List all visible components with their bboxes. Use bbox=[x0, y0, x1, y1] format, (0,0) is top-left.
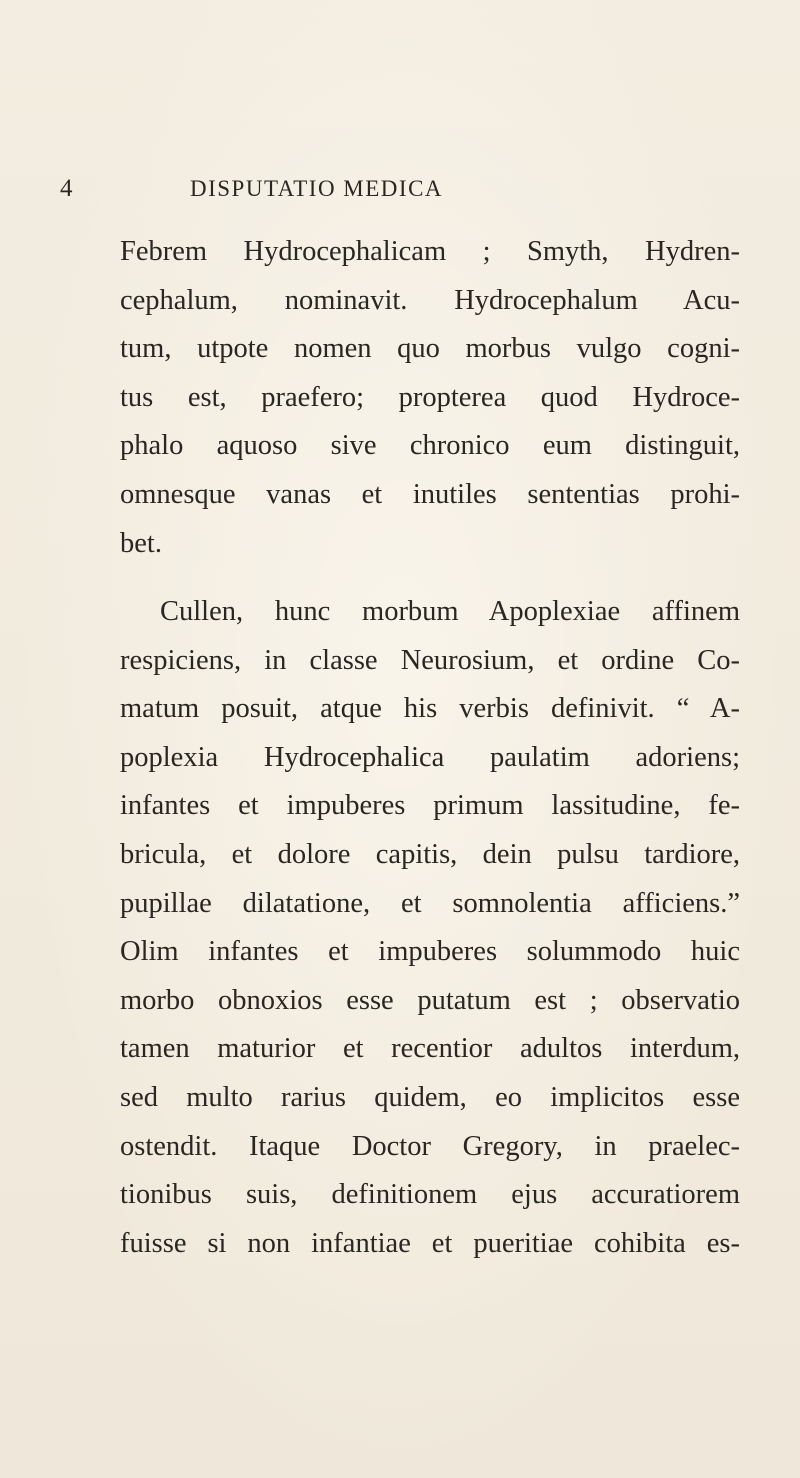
text-line: phalo aquoso sive chronico eum distinguit, bbox=[120, 430, 740, 462]
text-line: omnesque vanas et inutiles sententias prohi- bbox=[120, 478, 740, 510]
text-line: tus est, praefero; propterea quod Hydroce- bbox=[120, 381, 740, 413]
text-line: tionibus suis, definitionem ejus accuratiorem bbox=[120, 1179, 740, 1211]
text-line: morbo obnoxios esse putatum est ; observatio bbox=[120, 984, 740, 1016]
text-line: bet. bbox=[120, 527, 162, 559]
paragraph-2 bbox=[120, 588, 740, 1268]
text-line: bricula, et dolore capitis, dein pulsu tardiore, bbox=[120, 838, 740, 870]
text-line: Febrem Hydrocephalicam ; Smyth, Hydren- bbox=[120, 236, 740, 267]
text-line: matum posuit, atque his verbis definivit. “ A- bbox=[120, 693, 740, 725]
paragraph-1 bbox=[120, 228, 740, 568]
text-line: Cullen, hunc morbum Apoplexiae affinem bbox=[160, 596, 740, 627]
text-line: tamen maturior et recentior adultos interdum, bbox=[120, 1033, 740, 1065]
text-line: fuisse si non infantiae et pueritiae cohibita es- bbox=[120, 1227, 740, 1259]
text-line: ostendit. Itaque Doctor Gregory, in praelec- bbox=[120, 1130, 740, 1162]
page-number: 4 bbox=[60, 175, 73, 202]
text-line: respiciens, in classe Neurosium, et ordine Co- bbox=[120, 644, 740, 676]
text-line: tum, utpote nomen quo morbus vulgo cogni- bbox=[120, 333, 740, 365]
text-line: Olim infantes et impuberes solummodo huic bbox=[120, 936, 740, 968]
text-line: pupillae dilatatione, et somnolentia afficiens.” bbox=[120, 887, 740, 919]
text-line: infantes et impuberes primum lassitudine, fe- bbox=[120, 790, 740, 822]
running-title: DISPUTATIO MEDICA bbox=[190, 176, 444, 201]
running-head bbox=[0, 172, 800, 206]
text-line: sed multo rarius quidem, eo implicitos esse bbox=[120, 1081, 740, 1113]
text-line: cephalum, nominavit. Hydrocephalum Acu- bbox=[120, 284, 740, 316]
text-line: poplexia Hydrocephalica paulatim adoriens; bbox=[120, 741, 740, 773]
